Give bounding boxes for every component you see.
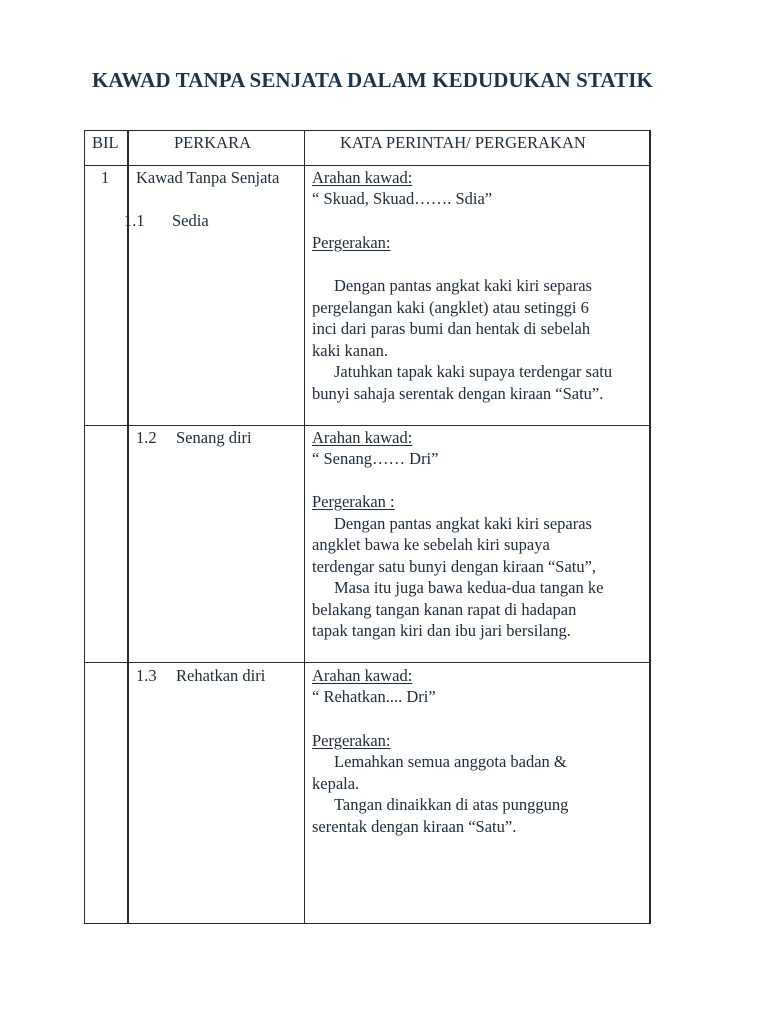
row3-p2-line1: Tangan dinaikkan di atas punggung xyxy=(334,795,569,814)
row1-arahan-command: “ Skuad, Skuad……. Sdia” xyxy=(312,189,493,208)
row2-p2-line1: Masa itu juga bawa kedua-dua tangan ke xyxy=(334,578,604,597)
row1-perkara-item: Sedia xyxy=(172,211,209,230)
row1-p1-line4: kaki kanan. xyxy=(312,341,389,360)
row1-p1-line2: pergelangan kaki (angklet) atau setinggi 6 xyxy=(312,298,589,317)
row3-arahan-command: “ Rehatkan.... Dri” xyxy=(312,687,436,706)
header-kata-perintah: KATA PERINTAH/ PERGERAKAN xyxy=(340,133,586,152)
table-border-bottom xyxy=(84,923,650,924)
row3-perkara-item: Rehatkan diri xyxy=(176,666,266,685)
row1-p2-line1: Jatuhkan tapak kaki supaya terdengar satu xyxy=(334,362,613,381)
header-divider xyxy=(84,165,650,166)
row2-p2-line3: tapak tangan kiri dan ibu jari bersilang. xyxy=(312,621,571,640)
row1-pergerakan-label: Pergerakan: xyxy=(312,233,391,252)
page-title: KAWAD TANPA SENJATA DALAM KEDUDUKAN STATIK xyxy=(92,68,653,92)
table-border-top xyxy=(84,130,650,131)
row2-pergerakan-label: Pergerakan : xyxy=(312,492,395,511)
row2-perkara-num: 1.2 xyxy=(136,428,157,447)
row2-p1-line3: terdengar satu bunyi dengan kiraan “Satu”, xyxy=(312,557,597,576)
row1-p1-line3: inci dari paras bumi dan hentak di sebelah xyxy=(312,319,591,338)
row2-p2-line2: belakang tangan kanan rapat di hadapan xyxy=(312,600,577,619)
row1-perkara-title: Kawad Tanpa Senjata xyxy=(136,168,280,187)
row-divider-2 xyxy=(84,662,650,663)
row3-arahan-label: Arahan kawad: xyxy=(312,666,413,685)
col-divider-bil xyxy=(127,130,129,924)
row2-arahan-label: Arahan kawad: xyxy=(312,428,413,447)
row1-p2-line2: bunyi sahaja serentak dengan kiraan “Satu”. xyxy=(312,384,604,403)
row2-perkara-item: Senang diri xyxy=(176,428,252,447)
row3-perkara-num: 1.3 xyxy=(136,666,157,685)
row2-p1-line2: angklet bawa ke sebelah kiri supaya xyxy=(312,535,550,554)
row1-arahan-label: Arahan kawad: xyxy=(312,168,413,187)
row1-bil: 1 xyxy=(101,168,110,187)
row2-p1-line1: Dengan pantas angkat kaki kiri separas xyxy=(334,514,592,533)
row3-p1-line1: Lemahkan semua anggota badan & xyxy=(334,752,567,771)
table-border-left xyxy=(84,130,85,924)
row-divider-1 xyxy=(84,425,650,426)
row1-p1-line1: Dengan pantas angkat kaki kiri separas xyxy=(334,276,592,295)
col-divider-perkara xyxy=(304,130,305,924)
row3-p1-line2: kepala. xyxy=(312,774,360,793)
header-perkara: PERKARA xyxy=(174,133,252,152)
row3-p2-line2: serentak dengan kiraan “Satu”. xyxy=(312,817,517,836)
row2-arahan-command: “ Senang…… Dri” xyxy=(312,449,439,468)
row3-pergerakan-label: Pergerakan: xyxy=(312,731,391,750)
drill-table xyxy=(84,130,650,924)
row1-perkara-num: 1.1 xyxy=(124,211,145,230)
header-bil: BIL xyxy=(92,133,119,152)
table-border-right xyxy=(649,130,651,924)
